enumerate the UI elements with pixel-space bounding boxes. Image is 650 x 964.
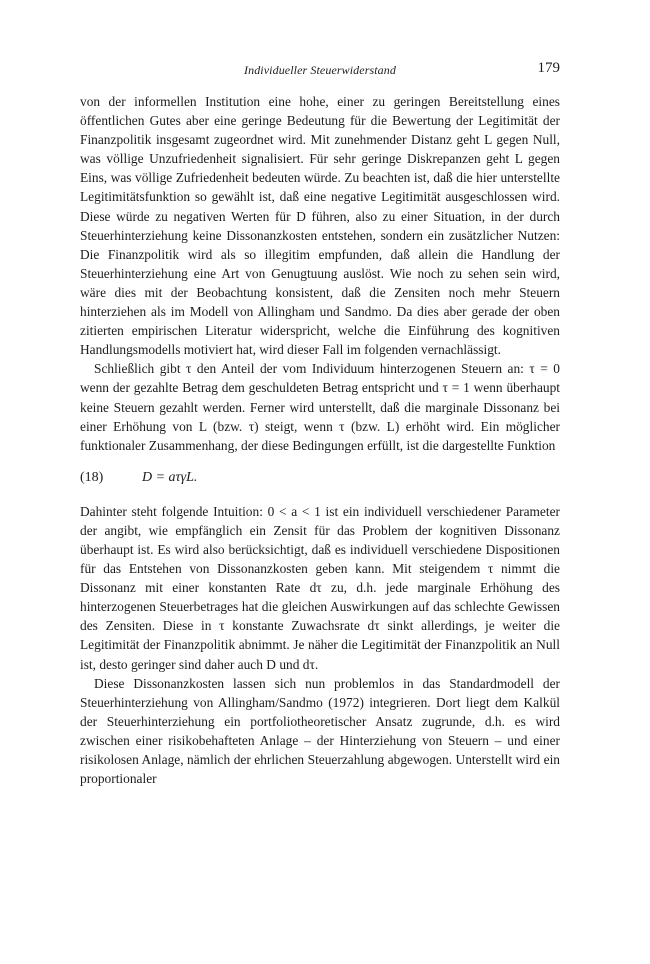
equation-formula: D = aτγL. bbox=[142, 469, 198, 485]
equation-18 bbox=[80, 466, 560, 488]
paragraph-4: Diese Dissonanzkosten lassen sich nun problemlos in das Standardmodell der Steuerhinterziehung von Allingham/Sandmo (1972) integrieren. Dort liegt dem Kalkül der Steuerhinterziehung ein portfoliotheoretischer Ansatz zugrunde, d.h. es wird zwischen einer risikobehafteten Anlage – der Hinterziehung von Steuern – und einer risikolosen Anlage, nämlich der ehrlichen Steuerzahlung abgewogen. Unterstellt wird ein proportionaler bbox=[80, 675, 560, 787]
paragraph-3: Dahinter steht folgende Intuition: 0 < a < 1 ist ein individuell verschiedener Parameter der angibt, wie empfänglich ein Zensit für das Problem der kognitiven Dissonanz überhaupt ist. Es wird also berücksichtigt, daß es individuell verschiedene Dispositionen für das Entstehen von Dissonanzkosten geben kann. Mit steigendem τ nimmt die Dissonanz mit einer konstanten Rate dτ zu, d.h. jede marginale Erhöhung des hinterzogenen Steuerbetrages hat die gleichen Auswirkungen auf das schlechte Gewissen des Zensiten. Diese in τ konstante Zuwachsrate dτ sinkt allerdings, je weiter die Legitimität der Finanzpolitik abnimmt. Je näher die Legitimität der Finanzpolitik an Null ist, desto geringer sind daher auch D und dτ. bbox=[80, 503, 560, 672]
paragraph-1: von der informellen Institution eine hohe, einer zu geringen Bereitstellung eines öffentlichen Gutes aber eine geringe Bedeutung für die Bewertung der Legitimität der Finanzpolitik insgesamt zugeordnet wird. Mit zunehmender Distanz geht L gegen Null, was völlige Unzufriedenheit signalisiert. Für sehr geringe Diskrepanzen geht L gegen Eins, was völlige Zufriedenheit bedeuten würde. Zu beachten ist, daß die hier unterstellte Legitimitätsfunktion so gewählt ist, daß eine negative Legitimität ausgeschlossen wird. Diese würde zu negativen Werten für D führen, also zu einer Situation, in der durch Steuerhinterziehung keine Dissonanzkosten entstehen, sondern ein zusätzlicher Nutzen: Die Finanzpolitik wird als so illegitim empfunden, daß allein die Handlung der Steuerhinterziehung eine Art von Genugtuung auslöst. Wie noch zu sehen sein wird, wäre dies mit der Beobachtung konsistent, daß die Zensiten noch mehr Steuern hinterziehen als im Modell von Allingham und Sandmo. Da dies aber gerade der oben zitierten empirischen Literatur widerspricht, welche die Einführung des kognitiven Handlungsmodells motiviert hat, wird dieser Fall im folgenden vernachlässigt. bbox=[80, 94, 560, 358]
equation-number: (18) bbox=[80, 469, 104, 485]
paragraph-2: Schließlich gibt τ den Anteil der vom Individuum hinterzogenen Steuern an: τ = 0 wenn der gezahlte Betrag dem geschuldeten Betrag entspricht und τ = 1 wenn überhaupt keine Steuern gezahlt werden. Ferner wird unterstellt, daß die marginale Dissonanz bei einer Erhöhung von L (bzw. τ) steigt, wenn τ (bzw. L) erhöht wird. Ein möglicher funktionaler Zusammenhang, der diese Bedingungen erfüllt, ist die dargestellte Funktion bbox=[80, 361, 560, 453]
running-title: Individueller Steuerwiderstand bbox=[244, 63, 396, 77]
body-text bbox=[80, 92, 560, 788]
page-number: 179 bbox=[537, 60, 560, 76]
running-header bbox=[80, 60, 560, 80]
